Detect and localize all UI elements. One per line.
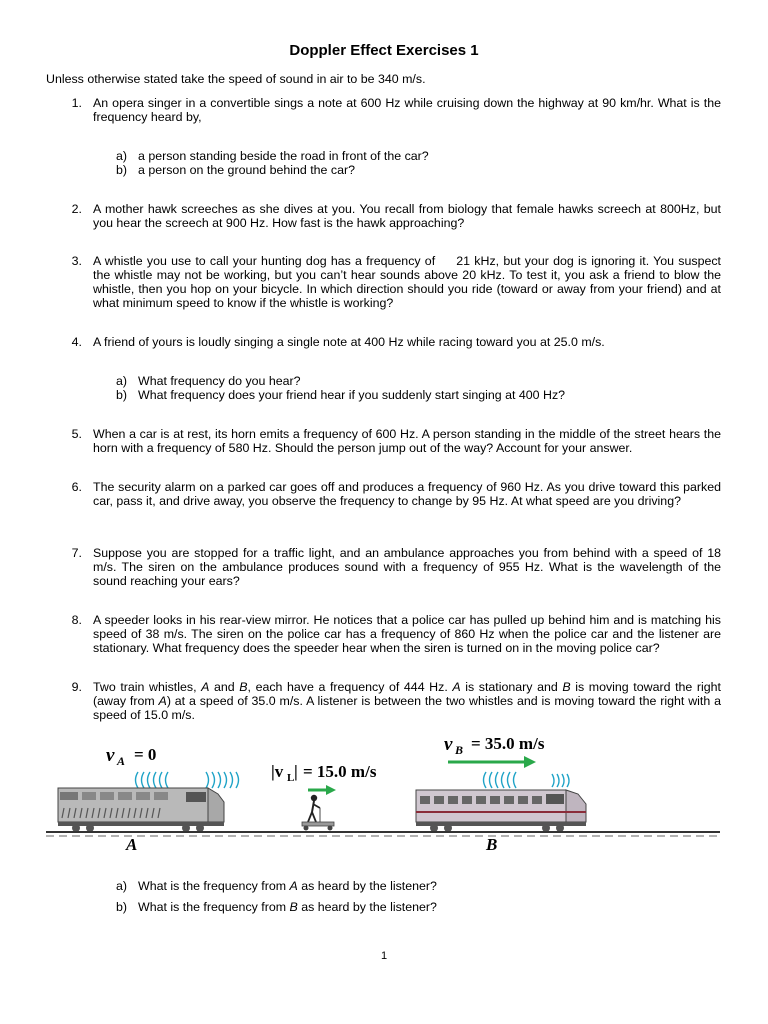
question-number: 4. [71, 335, 82, 349]
question-9 [68, 680, 721, 722]
vl-bar: | [294, 762, 298, 781]
sub-question [116, 163, 355, 177]
sound-waves-b [484, 772, 570, 788]
vb-subscript: B [455, 743, 464, 757]
vl-label: = 15.0 m/s [303, 762, 377, 781]
question-number: 7. [71, 546, 82, 560]
question-number: 9. [71, 680, 82, 694]
question-text: An opera singer in a convertible sings a note at 600 Hz while cruising down the highway at 90 km/hr. What is the frequency heard by, [93, 96, 721, 124]
vb-label: = 35.0 m/s [471, 734, 545, 753]
question-number: 8. [71, 613, 82, 627]
question-number: 5. [71, 427, 82, 441]
sub-question-text: What frequency does your friend hear if you suddenly start singing at 400 Hz? [138, 388, 566, 402]
sub-question [116, 388, 565, 402]
question-3 [68, 254, 725, 310]
sub-question [116, 879, 437, 893]
va-subscript: A [117, 754, 126, 768]
sub-question [116, 149, 429, 163]
question-text: A whistle you use to call your hunting dog has a frequency of 21 kHz, but your dog is ignoring it. You suspect the whistle may not be working, but you can’t hear sounds above 20 kHz. To test it, you ask a friend to blow the whistle, then you hop on your bicycle. In which direction should you ride (toward or away from your friend) and at what minimum speed to know if the whistle is working? [93, 254, 725, 310]
sound-waves-a [136, 772, 239, 788]
question-8 [68, 613, 721, 655]
sub-question-label: b) [116, 900, 128, 914]
sub-question-text: What frequency do you hear? [138, 374, 301, 388]
question-number: 6. [71, 480, 82, 494]
vb-symbol: v [444, 734, 453, 755]
vl-subscript: L [287, 772, 295, 784]
train-whistle-figure [46, 728, 720, 852]
sub-question [116, 900, 437, 914]
train-a [58, 788, 224, 832]
sub-question-text: a person on the ground behind the car? [138, 163, 355, 177]
sub-question-label: b) [116, 163, 128, 177]
intro-text: Unless otherwise stated take the speed of sound in air to be 340 m/s. [46, 72, 426, 86]
question-1 [68, 96, 721, 124]
train-b [416, 790, 586, 832]
listener-on-cart [302, 795, 334, 831]
question-number: 2. [71, 202, 82, 216]
question-text: A speeder looks in his rear-view mirror. He notices that a police car has pulled up behind him and is matching his speed of 38 m/s. The siren on the police car has a frequency of 860 Hz when the police car and the listener are stationary. What frequency does the speeder hear when the siren is turned on in the moving police car? [93, 613, 721, 655]
sub-question-label: a) [116, 374, 128, 388]
sub-question [116, 374, 301, 388]
question-7 [68, 546, 721, 588]
sub-question-text: a person standing beside the road in front of the car? [138, 149, 429, 163]
vl-symbol: |v [271, 762, 284, 781]
question-text: A mother hawk screeches as she dives at you. You recall from biology that female hawks screech at 800Hz, but you hear the screech at 900 Hz. How fast is the hawk approaching? [93, 202, 721, 230]
question-text: A friend of yours is loudly singing a single note at 400 Hz while racing toward you at 25.0 m/s. [93, 335, 605, 349]
question-number: 1. [71, 96, 82, 110]
question-text: Suppose you are stopped for a traffic light, and an ambulance approaches you from behind with a speed of 18 m/s. The siren on the ambulance produces sound with a frequency of 955 Hz. What is the wavelength of the sound reaching your ears? [93, 546, 721, 588]
train-b-label: B [486, 835, 498, 852]
question-number: 3. [71, 254, 82, 268]
question-text: The security alarm on a parked car goes off and produces a frequency of 960 Hz. As you drive toward this parked car, pass it, and drive away, you observe the frequency to change by 95 Hz. At what speed are you driving? [93, 480, 721, 508]
sub-question-label: a) [116, 149, 128, 163]
train-a-label: A [126, 835, 138, 852]
sub-question-text: What is the frequency from B as heard by the listener? [138, 900, 437, 914]
question-6 [68, 480, 721, 508]
sub-question-label: a) [116, 879, 128, 893]
question-4 [68, 335, 721, 349]
question-text: When a car is at rest, its horn emits a frequency of 600 Hz. A person standing in the middle of the street hears the horn with a frequency of 580 Hz. Should the person jump out of the way? Account for your answer. [93, 427, 721, 455]
page-number: 1 [380, 950, 388, 962]
page-title: Doppler Effect Exercises 1 [289, 42, 479, 59]
sub-question-label: b) [116, 388, 128, 402]
vb-arrow [448, 756, 536, 768]
va-symbol: v [106, 745, 115, 766]
sub-question-text: What is the frequency from A as heard by the listener? [138, 879, 437, 893]
vl-arrow [308, 785, 336, 795]
va-label: = 0 [134, 745, 157, 764]
railroad-track [46, 832, 720, 836]
question-text: Two train whistles, A and B, each have a frequency of 444 Hz. A is stationary and B is moving toward the right (away from A) at a speed of 35.0 m/s. A listener is between the two whistles and is moving toward the right with a speed of 15.0 m/s. [93, 680, 722, 722]
train-diagram [46, 728, 720, 852]
question-5 [68, 427, 721, 455]
question-2 [68, 202, 721, 230]
